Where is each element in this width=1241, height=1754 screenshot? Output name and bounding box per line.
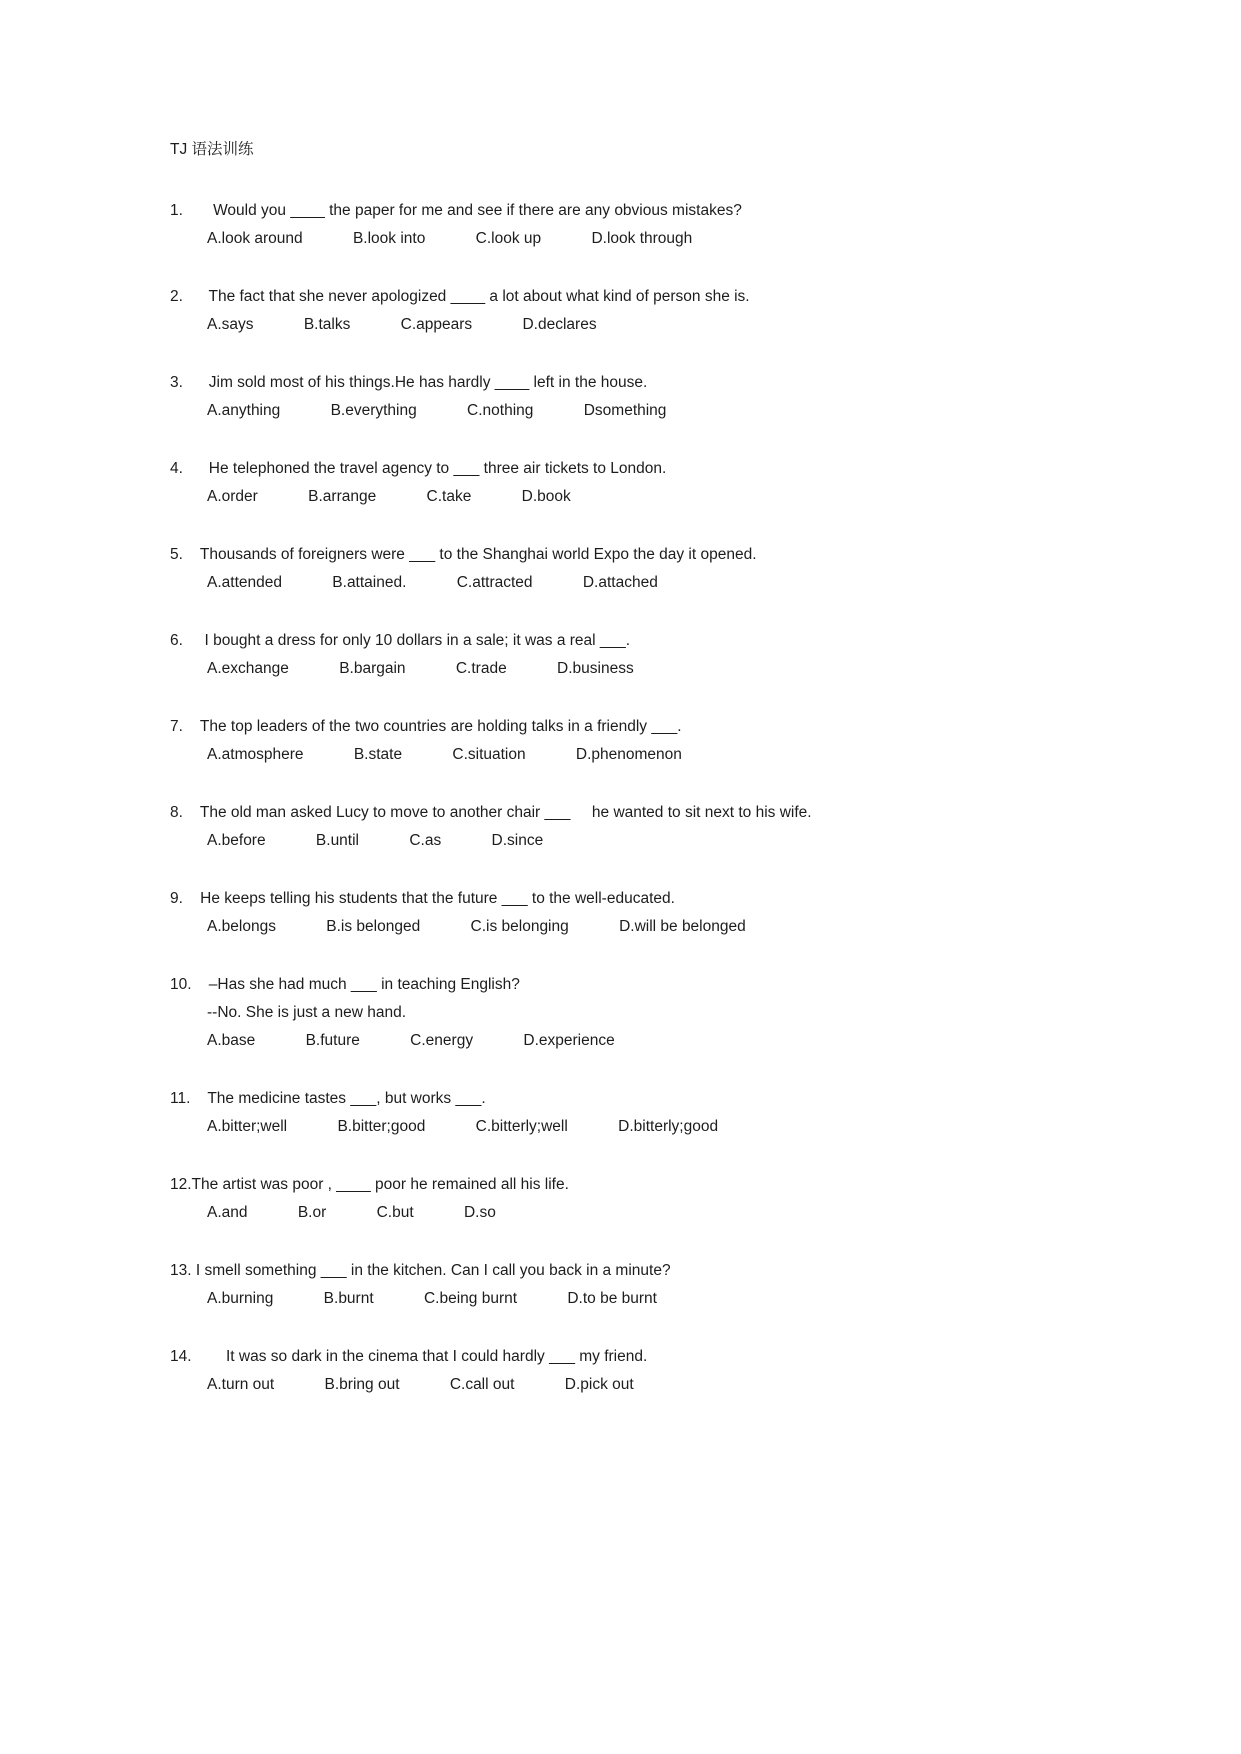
- option-b: B.burnt: [323, 1290, 374, 1307]
- question-4: [170, 455, 1151, 511]
- question-8: [170, 799, 1151, 855]
- question-9-options: [170, 913, 1151, 941]
- option-c: C.but: [376, 1204, 414, 1221]
- option-a: A.attended: [207, 574, 282, 591]
- option-a: A.order: [207, 488, 258, 505]
- option-d: D.phenomenon: [575, 746, 682, 763]
- option-c: C.trade: [455, 660, 507, 677]
- option-c: C.nothing: [467, 402, 534, 419]
- option-d: D.book: [521, 488, 571, 505]
- option-a: A.says: [207, 316, 254, 333]
- question-11-text: 11. The medicine tastes ___, but works ___.: [170, 1090, 486, 1107]
- question-12-text: 12.The artist was poor , ____ poor he remained all his life.: [170, 1176, 569, 1193]
- option-c: C.energy: [410, 1032, 474, 1049]
- option-b: B.look into: [352, 230, 426, 247]
- question-6-options: [170, 655, 1151, 683]
- question-11-options: [170, 1113, 1151, 1141]
- option-d: Dsomething: [583, 402, 667, 419]
- option-c: C.look up: [475, 230, 542, 247]
- option-d: D.pick out: [564, 1376, 634, 1393]
- option-d: D.attached: [582, 574, 658, 591]
- question-7-options: [170, 741, 1151, 769]
- question-10: [170, 971, 1151, 1055]
- option-b: B.talks: [303, 316, 351, 333]
- question-13-text: 13. I smell something ___ in the kitchen. Can I call you back in a minute?: [170, 1262, 671, 1279]
- option-c: C.attracted: [456, 574, 533, 591]
- option-b: B.attained.: [332, 574, 407, 591]
- option-d: D.will be belonged: [619, 918, 746, 935]
- question-14-text: 14. It was so dark in the cinema that I could hardly ___ my friend.: [170, 1348, 648, 1365]
- option-a: A.turn out: [207, 1376, 275, 1393]
- option-d: D.so: [463, 1204, 496, 1221]
- option-b: B.or: [297, 1204, 327, 1221]
- option-c: C.situation: [452, 746, 526, 763]
- question-10-options: [170, 1027, 1151, 1055]
- question-1-text: 1. Would you ____ the paper for me and see if there are any obvious mistakes?: [170, 202, 742, 219]
- option-c: C.appears: [400, 316, 473, 333]
- option-b: B.future: [305, 1032, 360, 1049]
- option-c: C.call out: [449, 1376, 515, 1393]
- question-5: [170, 541, 1151, 597]
- option-d: D.bitterly;good: [618, 1118, 719, 1135]
- option-c: C.being burnt: [423, 1290, 518, 1307]
- question-10-text-2: --No. She is just a new hand.: [207, 1004, 407, 1021]
- question-12: [170, 1171, 1151, 1227]
- option-c: C.as: [409, 832, 442, 849]
- option-a: A.and: [207, 1204, 248, 1221]
- option-d: D.to be burnt: [567, 1290, 657, 1307]
- option-a: A.base: [207, 1032, 256, 1049]
- option-b: B.state: [353, 746, 403, 763]
- option-c: C.bitterly;well: [475, 1118, 568, 1135]
- option-d: D.business: [557, 660, 634, 677]
- option-b: B.until: [315, 832, 360, 849]
- option-a: A.before: [207, 832, 266, 849]
- question-7-text: 7. The top leaders of the two countries are holding talks in a friendly ___.: [170, 718, 682, 735]
- question-6-text: 6. I bought a dress for only 10 dollars in a sale; it was a real ___.: [170, 632, 631, 649]
- question-3: [170, 369, 1151, 425]
- option-d: D.experience: [523, 1032, 615, 1049]
- question-13-options: [170, 1285, 1151, 1313]
- question-2-options: [170, 311, 1151, 339]
- option-b: B.bring out: [324, 1376, 400, 1393]
- question-12-options: [170, 1199, 1151, 1227]
- question-14-options: [170, 1371, 1151, 1399]
- option-b: B.bargain: [339, 660, 406, 677]
- option-d: D.since: [491, 832, 544, 849]
- question-5-options: [170, 569, 1151, 597]
- question-1: [170, 197, 1151, 253]
- question-9: [170, 885, 1151, 941]
- question-13: [170, 1257, 1151, 1313]
- question-7: [170, 713, 1151, 769]
- question-4-options: [170, 483, 1151, 511]
- option-a: A.bitter;well: [207, 1118, 288, 1135]
- question-9-text: 9. He keeps telling his students that the future ___ to the well-educated.: [170, 890, 675, 907]
- option-a: A.atmosphere: [207, 746, 304, 763]
- option-b: B.is belonged: [326, 918, 421, 935]
- option-a: A.anything: [207, 402, 281, 419]
- option-a: A.burning: [207, 1290, 274, 1307]
- option-b: B.everything: [330, 402, 417, 419]
- question-8-text: 8. The old man asked Lucy to move to another chair ___ he wanted to sit next to his wife.: [170, 804, 812, 821]
- option-b: B.arrange: [308, 488, 377, 505]
- question-10-text: 10. –Has she had much ___ in teaching English?: [170, 976, 520, 993]
- option-a: A.belongs: [207, 918, 276, 935]
- option-a: A.exchange: [207, 660, 289, 677]
- option-d: D.declares: [522, 316, 597, 333]
- question-2-text: 2. The fact that she never apologized ____ a lot about what kind of person she is.: [170, 288, 750, 305]
- question-14: [170, 1343, 1151, 1399]
- question-1-options: [170, 225, 1151, 253]
- question-3-options: [170, 397, 1151, 425]
- option-d: D.look through: [591, 230, 693, 247]
- question-6: [170, 627, 1151, 683]
- option-c: C.take: [426, 488, 472, 505]
- option-c: C.is belonging: [470, 918, 569, 935]
- question-2: [170, 283, 1151, 339]
- question-3-text: 3. Jim sold most of his things.He has hardly ____ left in the house.: [170, 374, 648, 391]
- option-b: B.bitter;good: [337, 1118, 426, 1135]
- question-8-options: [170, 827, 1151, 855]
- document-title: TJ 语法训练: [170, 141, 254, 158]
- question-5-text: 5. Thousands of foreigners were ___ to the Shanghai world Expo the day it opened.: [170, 546, 757, 563]
- option-a: A.look around: [207, 230, 303, 247]
- question-4-text: 4. He telephoned the travel agency to ___ three air tickets to London.: [170, 460, 667, 477]
- question-11: [170, 1085, 1151, 1141]
